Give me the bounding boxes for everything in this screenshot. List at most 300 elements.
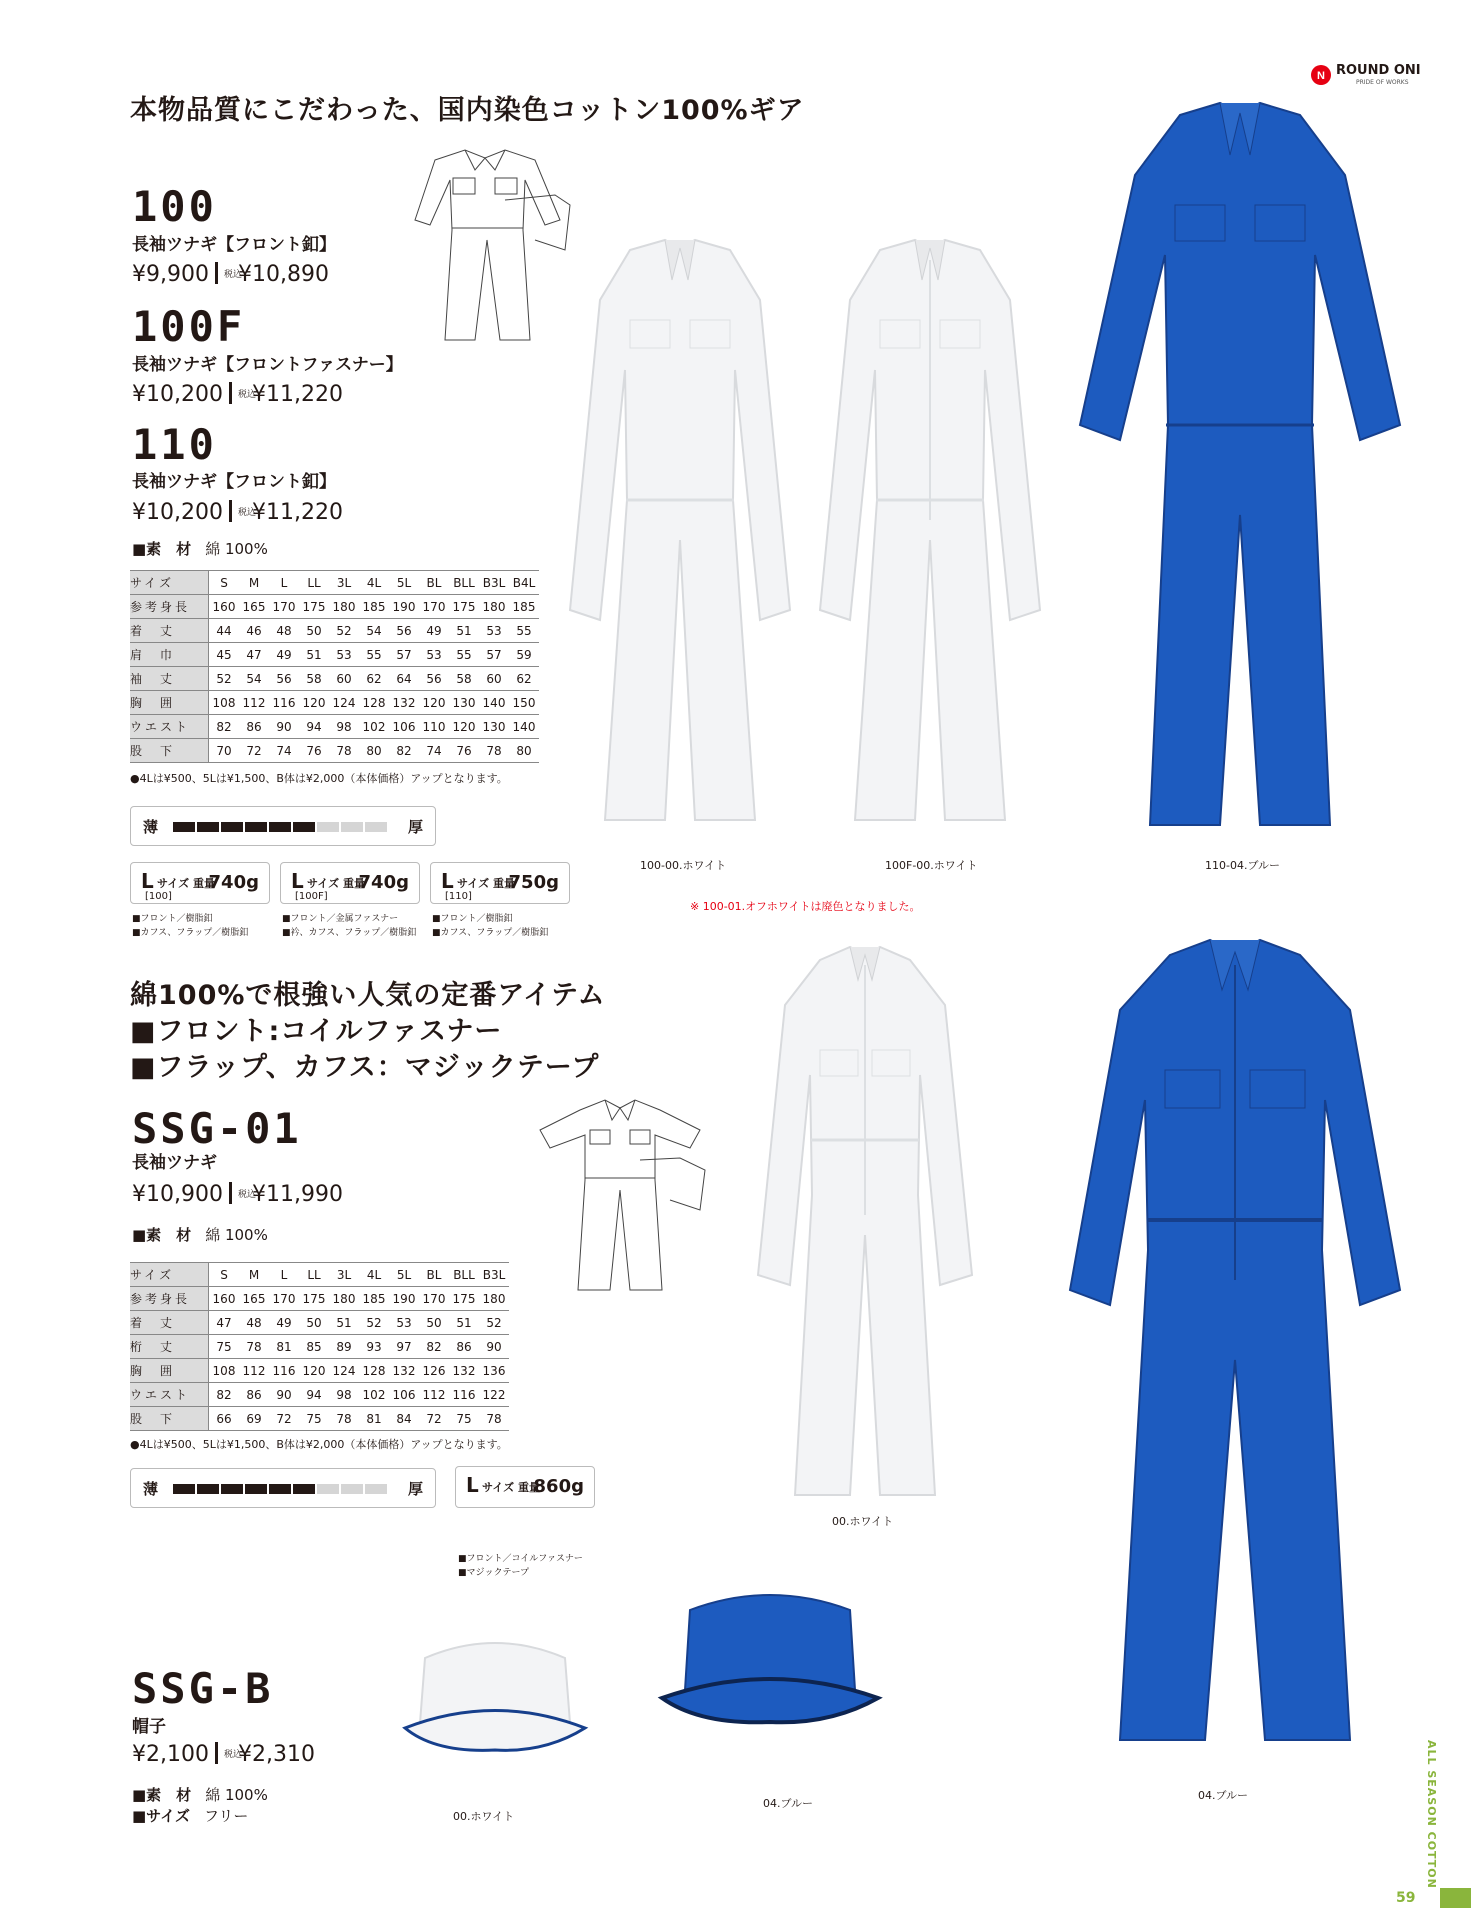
table-cell: 75	[299, 1407, 329, 1431]
table-cell: 150	[509, 691, 539, 715]
material-line	[132, 1224, 268, 1245]
table-cell: 124	[329, 1359, 359, 1383]
thickness-segment	[221, 822, 243, 832]
coverall-100F-white-image	[800, 230, 1060, 830]
model-ssg01: SSG-01	[132, 1104, 302, 1153]
table-cell: 140	[479, 691, 509, 715]
weight-box-100F	[280, 862, 420, 904]
table-cell: 62	[359, 667, 389, 691]
tax-label: 税込	[223, 270, 242, 280]
page-number: 59	[1396, 1890, 1416, 1906]
table-cell: 120	[449, 715, 479, 739]
spec-line: ■フロント／コイルファスナー	[458, 1554, 583, 1564]
table-cell: 81	[269, 1335, 299, 1359]
table-row	[130, 1311, 509, 1335]
table-cell: 5L	[389, 1263, 419, 1287]
table-cell: 72	[269, 1407, 299, 1431]
table-cell: 4L	[359, 571, 389, 595]
spec-line: ■マジックテープ	[458, 1568, 530, 1578]
table-cell: 86	[239, 1383, 269, 1407]
table-cell: 136	[479, 1359, 509, 1383]
thickness-segment	[293, 822, 315, 832]
model-100F: 100F	[132, 302, 246, 351]
table-cell: 57	[479, 643, 509, 667]
weight-label: サイズ 重量	[457, 877, 515, 890]
table-cell: 49	[419, 619, 449, 643]
table-cell: 108	[209, 691, 240, 715]
thickness-segment	[173, 1484, 195, 1494]
table-cell: 86	[239, 715, 269, 739]
table-cell: 175	[299, 1287, 329, 1311]
spec-100F	[282, 912, 416, 940]
thickness-segment	[365, 1484, 387, 1494]
thickness-segment	[245, 1484, 267, 1494]
table-cell: 46	[239, 619, 269, 643]
material-value: 綿 100%	[205, 1226, 268, 1244]
table-cell: 78	[329, 739, 359, 763]
table-cell: 54	[239, 667, 269, 691]
weight-label: サイズ 重量	[157, 877, 215, 890]
thickness-segment	[341, 822, 363, 832]
table-cell: 56	[419, 667, 449, 691]
discontinued-note: ※ 100-01.オフホワイトは廃色となりました。	[690, 900, 921, 913]
price-tax: ¥11,990	[251, 1182, 343, 1207]
material-label: ■素 材	[132, 1226, 192, 1244]
side-accent-bar	[1440, 1888, 1471, 1908]
table-cell: 190	[389, 1287, 419, 1311]
table-cell: 116	[269, 691, 299, 715]
table-cell: 52	[209, 667, 240, 691]
table-cell: 45	[209, 643, 240, 667]
tax-label: 税込	[223, 1750, 242, 1760]
table-cell: 78	[329, 1407, 359, 1431]
table-cell: 66	[209, 1407, 240, 1431]
table-cell: 59	[509, 643, 539, 667]
size-line	[132, 1805, 248, 1826]
table-cell: 47	[239, 643, 269, 667]
price-base: ¥10,200	[132, 382, 223, 407]
model-ssgb: SSG-B	[132, 1664, 274, 1713]
table-cell: LL	[299, 1263, 329, 1287]
size-note: ●4Lは¥500、5Lは¥1,500、B体は¥2,000（本体価格）アップとなります。	[130, 1438, 508, 1451]
row-label: 股 下	[130, 739, 209, 763]
price-divider	[229, 382, 232, 404]
table-row	[130, 595, 539, 619]
material-value: 綿 100%	[205, 540, 268, 558]
table-cell: 78	[239, 1335, 269, 1359]
price-tax: ¥11,220	[251, 382, 343, 407]
table-cell: 128	[359, 691, 389, 715]
table-row	[130, 1383, 509, 1407]
table-cell: 85	[299, 1335, 329, 1359]
table-cell: B3L	[479, 1263, 509, 1287]
weight-size: L	[441, 869, 454, 893]
row-label: 参考身長	[130, 595, 209, 619]
coverall-ssg01-white-image	[740, 935, 990, 1505]
weight-value: 740g	[208, 872, 259, 893]
table-cell: 90	[479, 1335, 509, 1359]
table-row	[130, 691, 539, 715]
thickness-segment	[317, 822, 339, 832]
table-cell: 52	[329, 619, 359, 643]
table-cell: 90	[269, 1383, 299, 1407]
price-tax: ¥11,220	[251, 500, 343, 525]
row-label: 桁 丈	[130, 1335, 209, 1359]
table-cell: 110	[419, 715, 449, 739]
section2-headline-3: ■フラップ、カフス：マジックテープ	[130, 1052, 600, 1083]
table-cell: BLL	[449, 1263, 479, 1287]
price-tax: ¥10,890	[237, 262, 329, 287]
table-cell: 5L	[389, 571, 419, 595]
product-name-110: 長袖ツナギ【フロント釦】	[132, 472, 336, 492]
price-divider	[229, 1182, 232, 1204]
table-cell: 128	[359, 1359, 389, 1383]
table-cell: 120	[299, 691, 329, 715]
caption-100-white: 100-00.ホワイト	[640, 859, 727, 872]
row-label: 参考身長	[130, 1287, 209, 1311]
table-cell: 3L	[329, 1263, 359, 1287]
product-name-ssg01: 長袖ツナギ	[132, 1153, 217, 1173]
table-cell: 106	[389, 715, 419, 739]
tax-label: 税込	[237, 1190, 256, 1200]
flat-sketch-100	[395, 140, 575, 350]
thickness-segment	[245, 822, 267, 832]
table-cell: 76	[299, 739, 329, 763]
table-cell: 175	[449, 1287, 479, 1311]
table-cell: 75	[449, 1407, 479, 1431]
table-cell: 120	[299, 1359, 329, 1383]
table-cell: 53	[329, 643, 359, 667]
coverall-ssg01-blue-image	[1050, 930, 1420, 1750]
table-cell: 180	[329, 595, 359, 619]
material-label: ■素 材	[132, 1786, 192, 1804]
weight-code: [100F]	[295, 891, 328, 902]
product-name-ssgb: 帽子	[132, 1717, 166, 1737]
table-cell: 82	[209, 1383, 240, 1407]
table-cell: 180	[479, 595, 509, 619]
cap-blue-image	[650, 1580, 890, 1730]
table-cell: 76	[449, 739, 479, 763]
table-cell: 102	[359, 1383, 389, 1407]
thickness-segment	[269, 822, 291, 832]
table-cell: 48	[239, 1311, 269, 1335]
table-cell: 56	[269, 667, 299, 691]
coverall-100-white-image	[550, 230, 810, 830]
thickness-segment	[293, 1484, 315, 1494]
coverall-110-blue-image	[1070, 95, 1410, 835]
weight-code: [100]	[145, 891, 172, 902]
price-base: ¥9,900	[132, 262, 209, 287]
thickness-segment	[197, 1484, 219, 1494]
table-cell: 52	[479, 1311, 509, 1335]
product-name-100: 長袖ツナギ【フロント釦】	[132, 235, 336, 255]
table-cell: 60	[479, 667, 509, 691]
table-cell: 89	[329, 1335, 359, 1359]
table-cell: 58	[449, 667, 479, 691]
table-cell: 165	[239, 595, 269, 619]
size-value: フリー	[203, 1807, 249, 1825]
table-cell: 81	[359, 1407, 389, 1431]
table-cell: 120	[419, 691, 449, 715]
table-cell: 97	[389, 1335, 419, 1359]
tax-label: 税込	[237, 390, 256, 400]
table-cell: L	[269, 1263, 299, 1287]
price-base: ¥2,100	[132, 1742, 209, 1767]
table-cell: 64	[389, 667, 419, 691]
table-cell: 130	[449, 691, 479, 715]
table-cell: 51	[449, 1311, 479, 1335]
table-cell: 93	[359, 1335, 389, 1359]
table-row	[130, 619, 539, 643]
table-cell: 78	[479, 1407, 509, 1431]
row-label: サイズ	[130, 1263, 209, 1287]
section2-headline-2: ■フロント:コイルファスナー	[130, 1016, 503, 1047]
row-label: 袖 丈	[130, 667, 209, 691]
table-cell: 170	[419, 1287, 449, 1311]
table-cell: 54	[359, 619, 389, 643]
table-cell: 132	[389, 691, 419, 715]
table-cell: 124	[329, 691, 359, 715]
table-cell: 82	[389, 739, 419, 763]
weight-value: 860g	[533, 1476, 584, 1497]
thickness-segment	[173, 822, 195, 832]
table-row	[130, 1335, 509, 1359]
table-row	[130, 1287, 509, 1311]
size-label: ■サイズ	[132, 1807, 190, 1825]
weight-value: 750g	[508, 872, 559, 893]
table-cell: 140	[509, 715, 539, 739]
table-cell: M	[239, 571, 269, 595]
table-cell: 52	[359, 1311, 389, 1335]
thickness-segment	[365, 822, 387, 832]
table-cell: 185	[359, 1287, 389, 1311]
table-cell: 55	[359, 643, 389, 667]
table-cell: 58	[299, 667, 329, 691]
table-cell: 50	[419, 1311, 449, 1335]
table-cell: BL	[419, 1263, 449, 1287]
spec-line: ■フロント／樹脂釦	[432, 914, 513, 924]
table-cell: 78	[479, 739, 509, 763]
table-cell: 50	[299, 619, 329, 643]
table-cell: 4L	[359, 1263, 389, 1287]
table-cell: 116	[449, 1383, 479, 1407]
table-row	[130, 739, 539, 763]
table-cell: 62	[509, 667, 539, 691]
table-cell: 112	[239, 1359, 269, 1383]
table-cell: 160	[209, 595, 240, 619]
material-line	[132, 538, 268, 559]
table-row	[130, 1407, 509, 1431]
table-cell: 74	[269, 739, 299, 763]
table-cell: BLL	[449, 571, 479, 595]
model-100: 100	[132, 182, 217, 231]
brand-tagline: PRIDE OF WORKS	[1356, 79, 1409, 86]
table-cell: 108	[209, 1359, 240, 1383]
size-table-section1	[130, 570, 539, 763]
table-cell: 98	[329, 1383, 359, 1407]
table-cell: 170	[269, 1287, 299, 1311]
price-divider	[215, 262, 218, 284]
spec-line: ■フロント／樹脂釦	[132, 914, 213, 924]
weight-size: L	[141, 869, 154, 893]
table-cell: 170	[419, 595, 449, 619]
table-cell: 175	[299, 595, 329, 619]
weight-box-100	[130, 862, 270, 904]
caption-cap-blue: 04.ブルー	[763, 1797, 814, 1810]
price-base: ¥10,900	[132, 1182, 223, 1207]
table-row	[130, 715, 539, 739]
table-cell: 170	[269, 595, 299, 619]
table-cell: 132	[389, 1359, 419, 1383]
table-cell: 80	[509, 739, 539, 763]
table-cell: 116	[269, 1359, 299, 1383]
product-name-100F: 長袖ツナギ【フロントファスナー】	[132, 355, 403, 375]
weight-label: サイズ 重量	[482, 1481, 540, 1494]
table-cell: 175	[449, 595, 479, 619]
table-cell: 160	[209, 1287, 240, 1311]
size-note: ●4Lは¥500、5Lは¥1,500、B体は¥2,000（本体価格）アップとなります。	[130, 772, 508, 785]
row-label: 肩 巾	[130, 643, 209, 667]
row-label: 胸 囲	[130, 691, 209, 715]
material-line	[132, 1784, 268, 1805]
row-label: 着 丈	[130, 1311, 209, 1335]
table-cell: 132	[449, 1359, 479, 1383]
row-label: 着 丈	[130, 619, 209, 643]
table-row	[130, 667, 539, 691]
price-ssg01	[132, 1182, 343, 1207]
table-cell: 75	[209, 1335, 240, 1359]
table-cell: 51	[299, 643, 329, 667]
table-cell: 51	[449, 619, 479, 643]
table-cell: 180	[479, 1287, 509, 1311]
spec-line: ■カフス、フラップ／樹脂釦	[432, 928, 549, 938]
table-cell: 72	[419, 1407, 449, 1431]
thickness-segment	[221, 1484, 243, 1494]
caption-100F-white: 100F-00.ホワイト	[885, 859, 978, 872]
weight-size: L	[466, 1473, 479, 1497]
row-label: 胸 囲	[130, 1359, 209, 1383]
table-cell: 50	[299, 1311, 329, 1335]
table-cell: B3L	[479, 571, 509, 595]
thin-label: 薄	[143, 818, 159, 836]
table-cell: 55	[509, 619, 539, 643]
caption-110-blue: 110-04.ブルー	[1205, 859, 1281, 872]
table-cell: 3L	[329, 571, 359, 595]
thickness-bar	[173, 1484, 387, 1494]
table-cell: 130	[479, 715, 509, 739]
table-header-row	[130, 1263, 509, 1287]
price-100	[132, 262, 329, 287]
price-tax: ¥2,310	[237, 1742, 315, 1767]
table-cell: 44	[209, 619, 240, 643]
material-value: 綿 100%	[205, 1786, 268, 1804]
model-110: 110	[132, 420, 217, 469]
table-cell: S	[209, 1263, 240, 1287]
table-cell: 70	[209, 739, 240, 763]
brand-logo-text: ROUND ONI	[1336, 63, 1421, 78]
price-divider	[229, 500, 232, 522]
thickness-scale	[130, 806, 436, 846]
flat-sketch-ssg01	[530, 1090, 710, 1300]
svg-text:N: N	[1317, 70, 1325, 82]
table-cell: B4L	[509, 571, 539, 595]
spec-line: ■フロント／金属ファスナー	[282, 914, 399, 924]
table-cell: BL	[419, 571, 449, 595]
table-header-row	[130, 571, 539, 595]
thin-label: 薄	[143, 1480, 159, 1498]
table-cell: 49	[269, 643, 299, 667]
table-cell: LL	[299, 571, 329, 595]
caption-ssg01-blue: 04.ブルー	[1198, 1789, 1249, 1802]
table-cell: 69	[239, 1407, 269, 1431]
table-cell: 47	[209, 1311, 240, 1335]
table-cell: 94	[299, 715, 329, 739]
thickness-bar	[173, 822, 387, 832]
row-label: サイズ	[130, 571, 209, 595]
table-cell: 72	[239, 739, 269, 763]
brand-logo-icon	[1310, 64, 1332, 86]
table-cell: S	[209, 571, 240, 595]
table-cell: 126	[419, 1359, 449, 1383]
table-cell: 180	[329, 1287, 359, 1311]
table-cell: 56	[389, 619, 419, 643]
caption-ssg01-white: 00.ホワイト	[832, 1515, 894, 1528]
caption-cap-white: 00.ホワイト	[453, 1810, 515, 1823]
brand-logo	[1310, 62, 1450, 88]
table-cell: 60	[329, 667, 359, 691]
spec-100	[132, 912, 248, 940]
table-cell: 53	[419, 643, 449, 667]
table-cell: 84	[389, 1407, 419, 1431]
table-cell: 51	[329, 1311, 359, 1335]
table-cell: 185	[359, 595, 389, 619]
thickness-segment	[317, 1484, 339, 1494]
tax-label: 税込	[237, 508, 256, 518]
weight-code: [110]	[445, 891, 472, 902]
thickness-segment	[269, 1484, 291, 1494]
weight-box-ssg01	[455, 1466, 595, 1508]
table-cell: 102	[359, 715, 389, 739]
table-cell: 112	[419, 1383, 449, 1407]
table-cell: 55	[449, 643, 479, 667]
table-cell: 106	[389, 1383, 419, 1407]
section1-headline: 本物品質にこだわった、国内染色コットン100%ギア	[130, 95, 805, 126]
thickness-segment	[341, 1484, 363, 1494]
spec-line: ■カフス、フラップ／樹脂釦	[132, 928, 249, 938]
table-cell: 98	[329, 715, 359, 739]
table-cell: 82	[419, 1335, 449, 1359]
table-cell: M	[239, 1263, 269, 1287]
weight-label: サイズ 重量	[307, 877, 365, 890]
spec-ssg01	[458, 1552, 583, 1580]
table-cell: L	[269, 571, 299, 595]
table-cell: 80	[359, 739, 389, 763]
price-divider	[215, 1742, 218, 1764]
table-cell: 185	[509, 595, 539, 619]
table-cell: 165	[239, 1287, 269, 1311]
spec-line: ■衿、カフス、フラップ／樹脂釦	[282, 928, 417, 938]
price-ssgb	[132, 1742, 315, 1767]
table-cell: 74	[419, 739, 449, 763]
spec-110	[432, 912, 548, 940]
cap-white-image	[395, 1628, 595, 1758]
side-label: ALL SEASON COTTON	[1425, 1740, 1438, 1889]
thick-label: 厚	[407, 1480, 423, 1498]
table-cell: 57	[389, 643, 419, 667]
row-label: ウエスト	[130, 1383, 209, 1407]
table-cell: 112	[239, 691, 269, 715]
price-110	[132, 500, 343, 525]
